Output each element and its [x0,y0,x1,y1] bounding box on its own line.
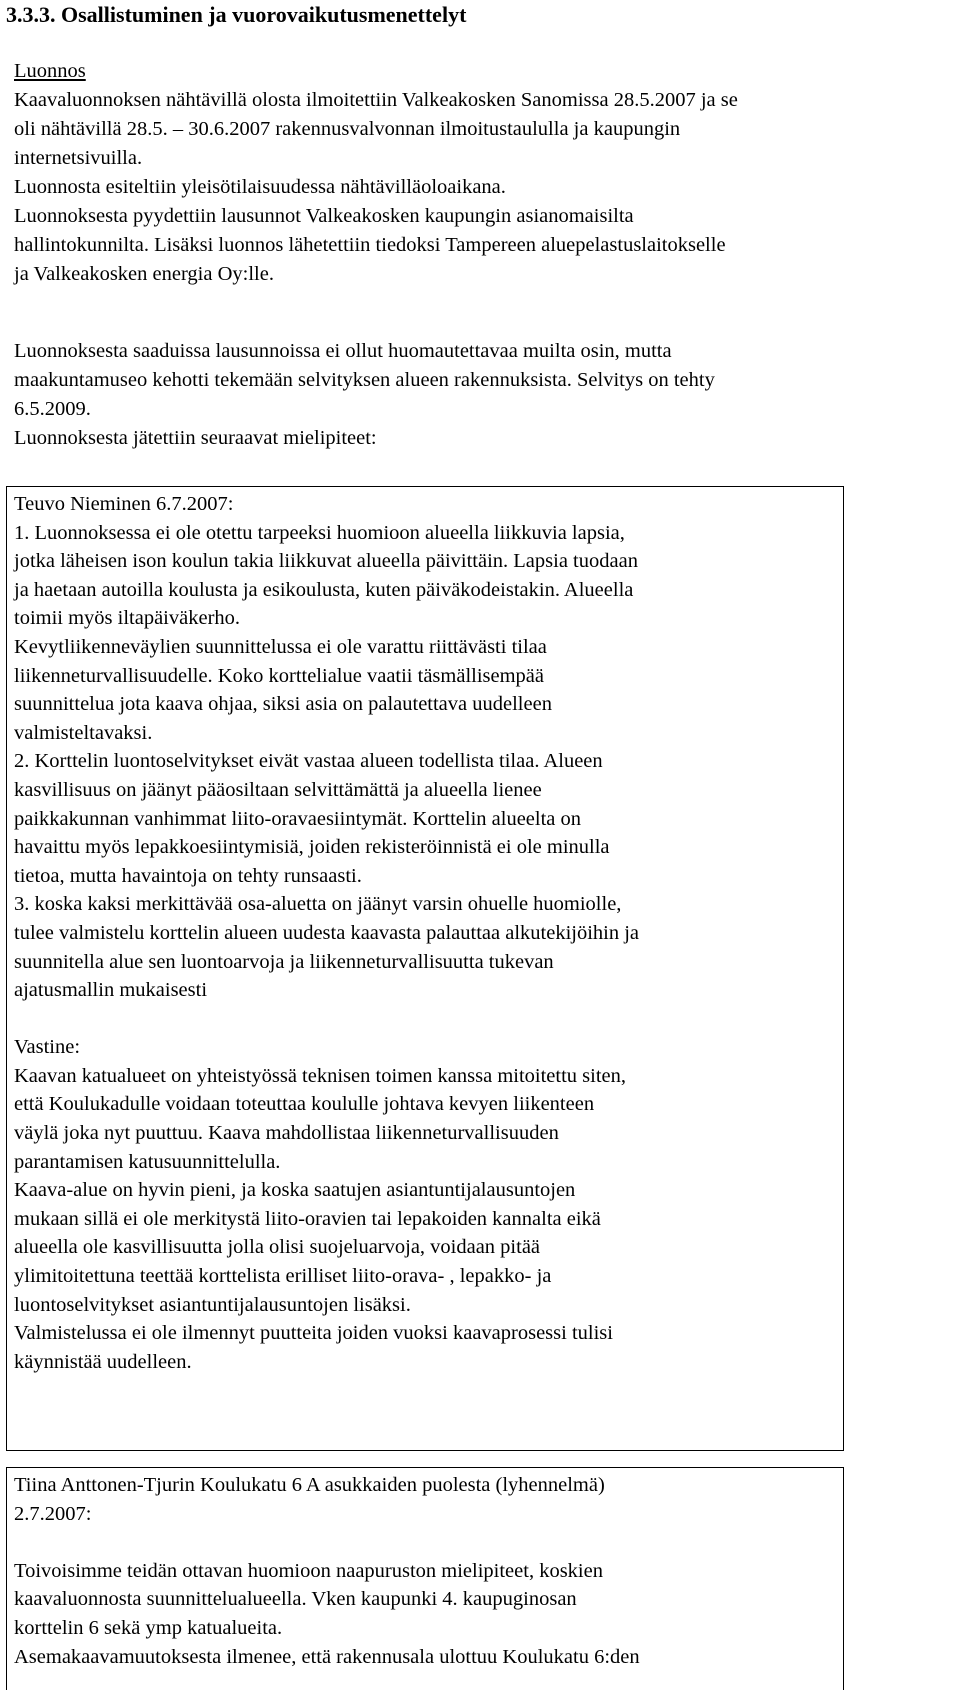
statement-line: Luonnoksesta saaduissa lausunnoissa ei ollut huomautettavaa muilta osin, mutta [14,340,672,362]
section-heading: 3.3.3. Osallistuminen ja vuorovaikutusmenettelyt [6,2,467,27]
opinion-line: toimii myös iltapäiväkerho. [14,607,241,630]
opinion-line: 2. Korttelin luontoselvitykset eivät vastaa alueen todellista tilaa. Alueen [14,750,603,773]
opinion-line: tietoa, mutta havaintoja on tehty runsaasti. [14,864,362,887]
opinion-line: korttelin 6 sekä ymp katualueita. [14,1616,283,1639]
statement-line: Luonnoksesta jätettiin seuraavat mielipiteet: [14,427,377,449]
response-line: Kaava-alue on hyvin pieni, ja koska saatujen asiantuntijalausuntojen [14,1179,576,1202]
opinion-line: kaavaluonnosta suunnittelualueella. Vken kaupunki 4. kaupuginosan [14,1588,577,1611]
opinion-line: Kevytliikenneväylien suunnittelussa ei ole varattu riittävästi tilaa [14,635,547,658]
intro-line: Luonnoksesta pyydettiin lausunnot Valkeakosken kaupungin asianomaisilta [14,205,634,227]
response-line: luontoselvitykset asiantuntijalausuntojen lisäksi. [14,1293,411,1316]
opinion-line: Asemakaavamuutoksesta ilmenee, että rakennusala ulottuu Koulukatu 6:den [14,1645,640,1668]
response-line: Kaavan katualueet on yhteistyössä teknisen toimen kanssa mitoitettu siten, [14,1064,627,1087]
spacer [14,1528,843,1557]
response-line: väylä joka nyt puuttuu. Kaava mahdollistaa liikenneturvallisuuden [14,1122,559,1145]
statements-block [14,337,944,453]
response-line: Valmistelussa ei ole ilmennyt puutteita joiden vuoksi kaavaprosessi tulisi [14,1322,613,1345]
intro-line: internetsivuilla. [14,147,143,169]
statement-line: 6.5.2009. [14,398,91,420]
opinion-line: ajatusmallin mukaisesti [14,979,208,1002]
opinion-line: jotka läheisen ison koulun takia liikkuvat alueella päivittäin. Lapsia tuodaan [14,550,638,573]
opinion-line: liikenneturvallisuudelle. Koko korttelialue vaatii täsmällisempää [14,664,544,687]
opinion-line: Toivoisimme teidän ottavan huomioon naapuruston mielipiteet, koskien [14,1559,603,1582]
opinion-line: 1. Luonnoksessa ei ole otettu tarpeeksi huomioon alueella liikkuvia lapsia, [14,521,625,544]
statement-line: maakuntamuseo kehotti tekemään selvityksen alueen rakennuksista. Selvitys on tehty [14,369,715,391]
intro-line: hallintokunnilta. Lisäksi luonnos lähetettiin tiedoksi Tampereen aluepelastuslaitokselle [14,234,726,256]
response-line: käynnistää uudelleen. [14,1350,192,1373]
response-line: että Koulukadulle voidaan toteuttaa koululle johtava kevyen liikenteen [14,1093,595,1116]
opinion-line: paikkakunnan vanhimmat liito-oravaesiintymät. Korttelin alueelta on [14,807,582,830]
intro-line: Luonnosta esiteltiin yleisötilaisuudessa nähtävilläoloaikana. [14,176,506,198]
intro-line: Kaavaluonnoksen nähtävillä olosta ilmoitettiin Valkeakosken Sanomissa 28.5.2007 ja se [14,89,738,111]
opinion-line: ja haetaan autoilla koulusta ja esikoulusta, kuten päiväkodeistakin. Alueella [14,578,634,601]
response-line: mukaan sillä ei ole merkitystä liito-oravien tai lepakoiden kannalta eikä [14,1207,601,1230]
opinion-box-anttonen [6,1467,844,1690]
opinion-line: havaittu myös lepakkoesiintymisiä, joiden rekisteröinnistä ei ole minulla [14,836,610,859]
spacer [14,1005,843,1034]
opinion-line: Teuvo Nieminen 6.7.2007: [14,493,234,515]
intro-line: ja Valkeakosken energia Oy:lle. [14,263,274,285]
intro-block [14,57,944,289]
opinion-line: 3. koska kaksi merkittävää osa-aluetta on jäänyt varsin ohuelle huomiolle, [14,893,622,916]
opinion-line: suunnitella alue sen luontoarvoja ja liikenneturvallisuutta tukevan [14,950,554,973]
intro-subtitle: Luonnos [14,60,86,82]
opinion-line: suunnittelua jota kaava ohjaa, siksi asia on palautettava uudelleen [14,693,552,716]
response-line: ylimitoitettuna teettää korttelista erilliset liito-orava- , lepakko- ja [14,1265,552,1288]
response-line: alueella ole kasvillisuutta jolla olisi suojeluarvoja, voidaan pitää [14,1236,541,1259]
opinion-line: Tiina Anttonen-Tjurin Koulukatu 6 A asukkaiden puolesta (lyhennelmä) [14,1474,605,1496]
response-line: Vastine: [14,1036,81,1059]
response-line: parantamisen katusuunnittelulla. [14,1150,281,1173]
opinion-line: tulee valmistelu korttelin alueen uudesta kaavasta palauttaa alkutekijöihin ja [14,921,640,944]
opinion-line: valmisteltavaksi. [14,721,153,744]
intro-line: oli nähtävillä 28.5. – 30.6.2007 rakennusvalvonnan ilmoitustaululla ja kaupungin [14,118,681,140]
opinion-line: 2.7.2007: [14,1502,92,1525]
opinion-line: kasvillisuus on jäänyt pääosiltaan selvittämättä ja alueella lienee [14,778,542,801]
opinion-box-nieminen [6,486,844,1451]
